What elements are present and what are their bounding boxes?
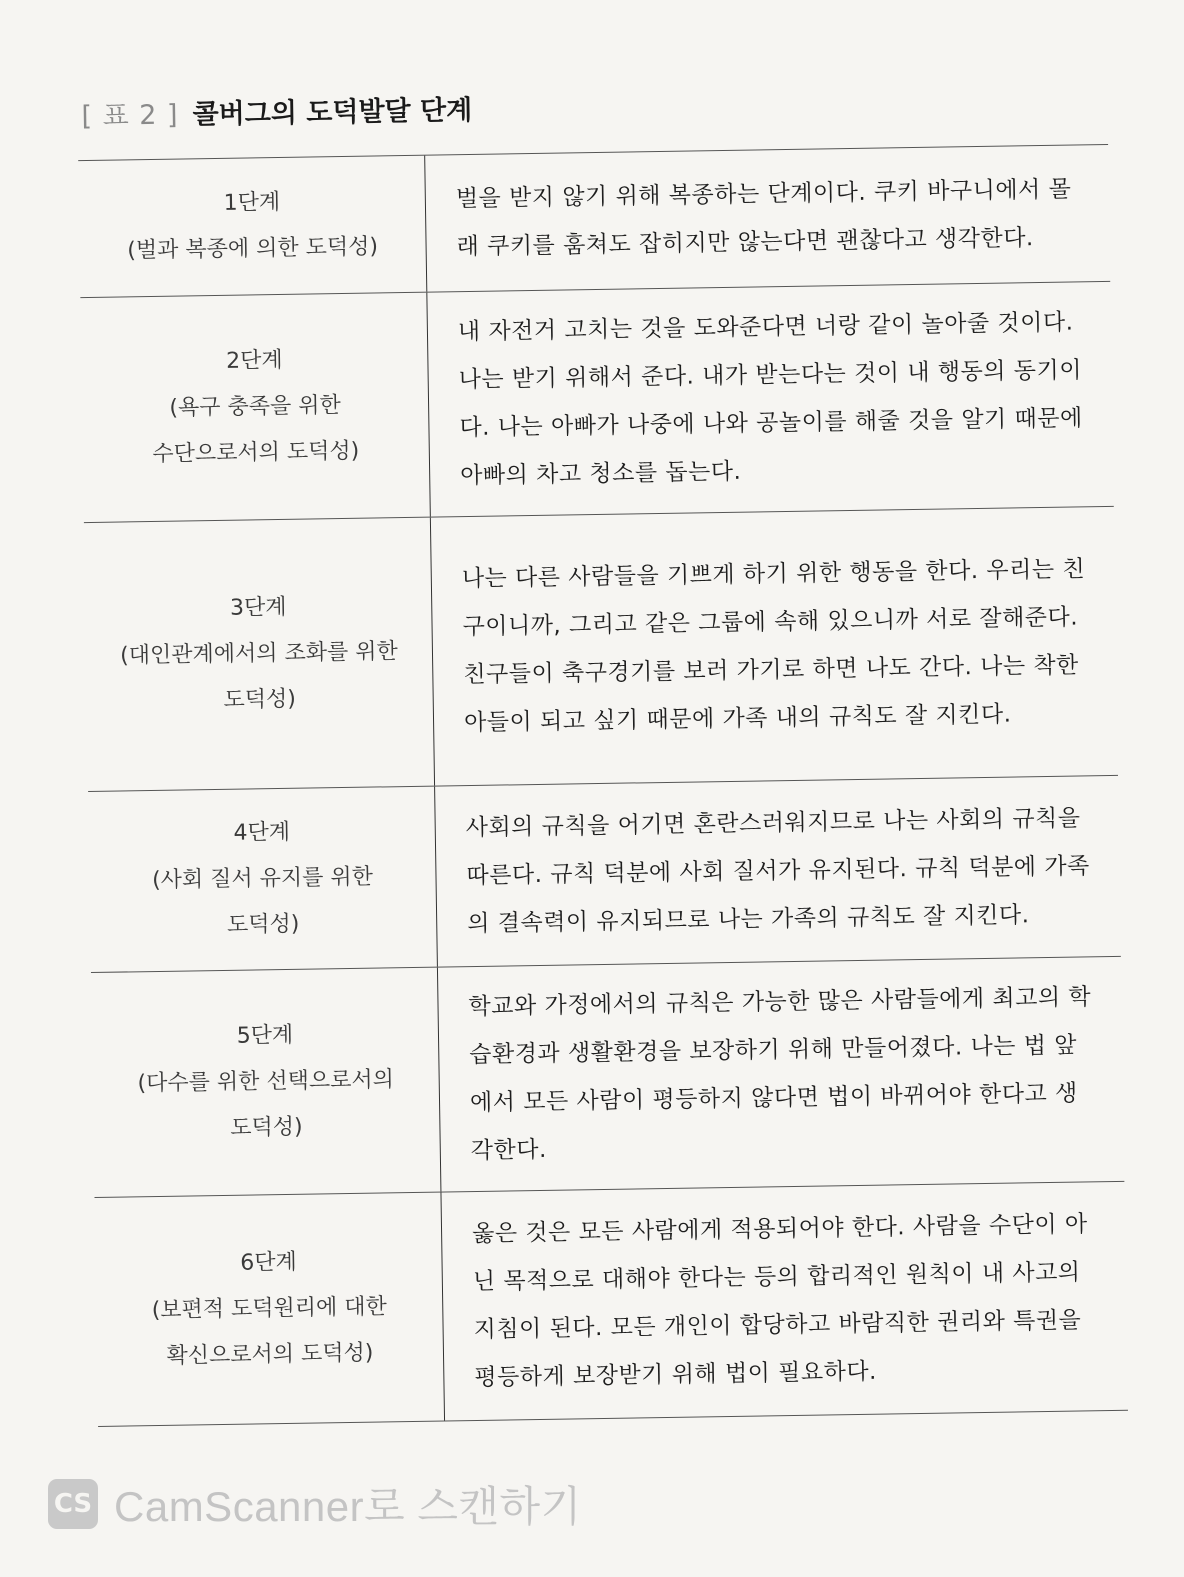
stage-name: 3단계 bbox=[229, 594, 287, 621]
stage-subtitle: 확신으로서의 도덕성) bbox=[166, 1340, 374, 1369]
camscanner-watermark bbox=[48, 1474, 582, 1534]
stage-name: 2단계 bbox=[225, 347, 283, 374]
table-row bbox=[91, 957, 1124, 1198]
stage-subtitle: 도덕성) bbox=[223, 686, 297, 713]
table-title: 콜버그의 도덕발달 단계 bbox=[192, 94, 473, 131]
stage-cell bbox=[84, 518, 435, 791]
stage-cell bbox=[80, 293, 430, 522]
stage-subtitle: (욕구 충족을 위한 bbox=[169, 393, 341, 421]
stage-cell bbox=[91, 968, 441, 1197]
stage-subtitle: (다수를 위한 선택으로서의 bbox=[137, 1067, 395, 1097]
stage-cell bbox=[78, 156, 427, 297]
stage-description: 나는 다른 사람들을 기쁘게 하기 위한 행동을 한다. 우리는 친구이니까, 그리고 같은 그룹에 속해 있으니까 서로 잘해준다. 친구들이 축구경기를 보러 가기로 하면 나도 간다. 나는 착한 아들이 되고 싶기 때문에 가족 내의 규칙도 잘 지킨다. bbox=[461, 556, 1086, 737]
moral-development-table bbox=[78, 144, 1128, 1427]
stage-description: 옳은 것은 모든 사람에게 적용되어야 한다. 사람을 수단이 아닌 목적으로 대해야 한다는 등의 합리적인 원칙이 내 사고의 지침이 된다. 모든 개인이 합당하고 바람직한 권리와 특권을 평등하게 보장받기 위해 법이 필요하다. bbox=[471, 1211, 1088, 1392]
stage-subtitle: (대인관계에서의 조화를 위한 bbox=[119, 639, 398, 669]
camscanner-logo-icon: CS bbox=[48, 1479, 98, 1529]
table-row bbox=[88, 776, 1121, 973]
stage-subtitle: (보편적 도덕원리에 대한 bbox=[151, 1294, 387, 1324]
stage-cell bbox=[95, 1193, 446, 1426]
table-row bbox=[78, 145, 1110, 298]
stage-subtitle: 도덕성) bbox=[226, 911, 300, 938]
stage-description: 내 자전거 고치는 것을 도와준다면 너랑 같이 놀아줄 것이다. 나는 받기 위해서 준다. 내가 받는다는 것이 내 행동의 동기이다. 나는 아빠가 나중에 나와 공놀이를 해줄 것을 알기 때문에 아빠의 차고 청소를 돕는다. bbox=[457, 309, 1083, 490]
stage-subtitle: (사회 질서 유지를 위한 bbox=[151, 864, 374, 894]
stage-subtitle: 도덕성) bbox=[230, 1114, 303, 1141]
stage-name: 5단계 bbox=[236, 1022, 294, 1049]
stage-cell bbox=[88, 787, 438, 972]
stage-name: 4단계 bbox=[233, 819, 291, 846]
stage-name: 6단계 bbox=[240, 1249, 297, 1276]
stage-description: 학교와 가정에서의 규칙은 가능한 많은 사람들에게 최고의 학습환경과 생활환경을 보장하기 위해 만들어졌다. 나는 법 앞에서 모든 사람이 평등하지 않다면 법이 바뀌어야 한다고 생각한다. bbox=[468, 984, 1092, 1165]
table-row bbox=[95, 1182, 1128, 1427]
stage-description: 벌을 받지 않기 위해 복종하는 단계이다. 쿠키 바구니에서 몰래 쿠키를 훔쳐도 잡히지만 않는다면 괜찮다고 생각한다. bbox=[455, 176, 1072, 261]
table-number: [ 표 2 ] bbox=[81, 99, 179, 133]
table-row bbox=[80, 282, 1113, 523]
watermark-text: CamScanner로 스캔하기 bbox=[114, 1483, 582, 1530]
stage-subtitle: 수단으로서의 도덕성) bbox=[152, 438, 360, 467]
stage-name: 1단계 bbox=[223, 189, 281, 216]
stage-description: 사회의 규칙을 어기면 혼란스러워지므로 나는 사회의 규칙을 따른다. 규칙 덕분에 사회 질서가 유지된다. 규칙 덕분에 가족의 결속력이 유지되므로 나는 가족의 규칙도 잘 지킨다. bbox=[465, 805, 1090, 938]
stage-subtitle: (벌과 복종에 의한 도덕성) bbox=[127, 234, 379, 264]
table-row bbox=[84, 507, 1118, 792]
table-caption bbox=[81, 88, 472, 133]
